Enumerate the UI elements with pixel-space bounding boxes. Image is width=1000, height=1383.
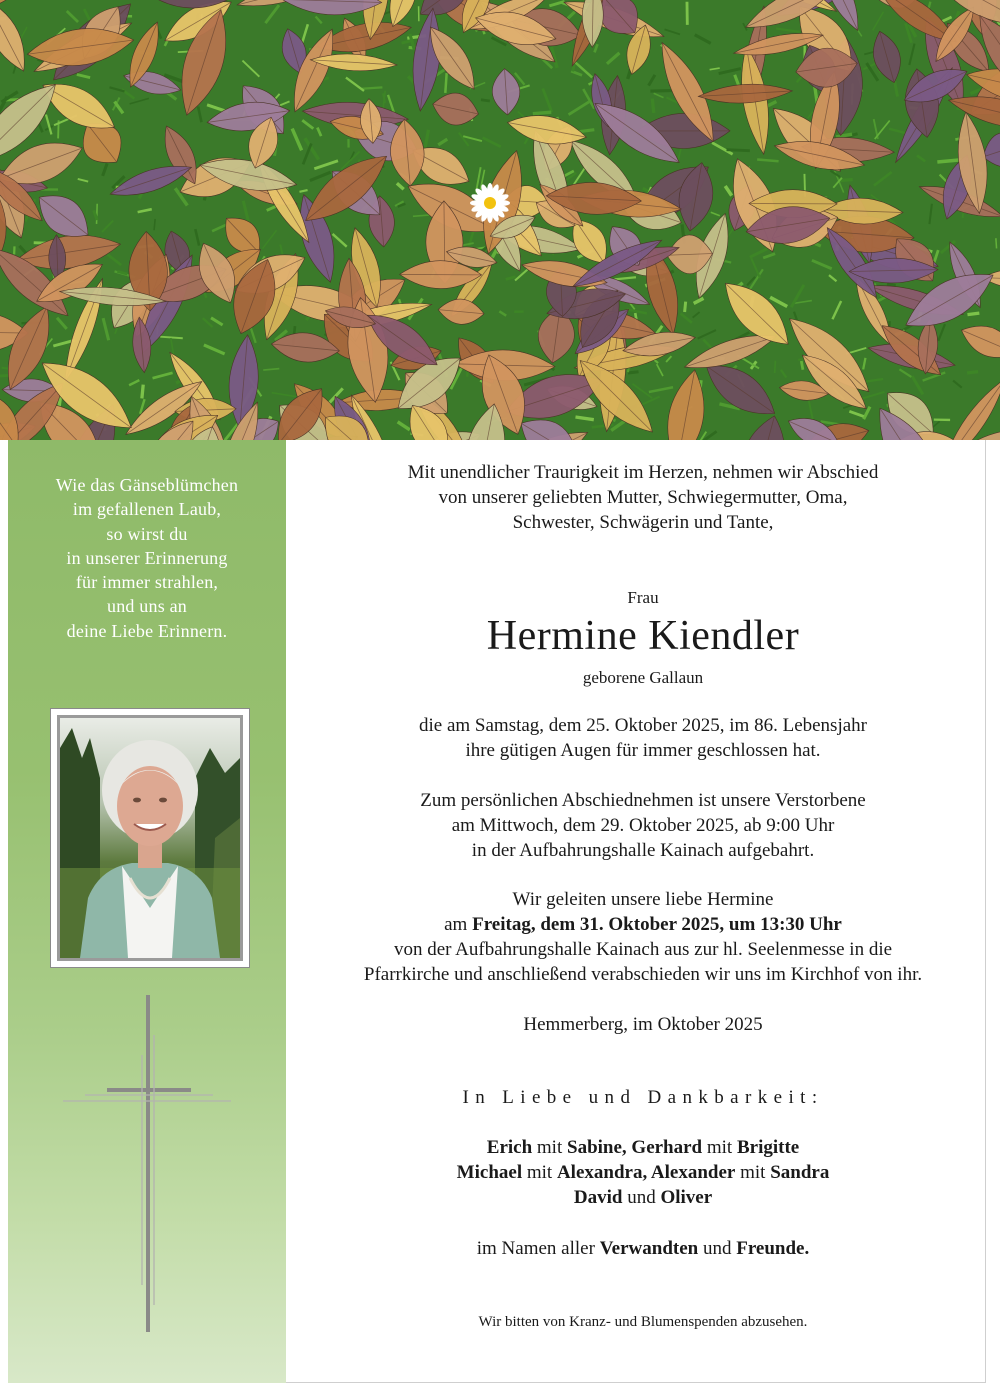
place-date: Hemmerberg, im Oktober 2025 (523, 1014, 763, 1035)
birth-name: geborene Gallaun (582, 668, 704, 687)
relatives-bold-1: Verwandten (599, 1238, 699, 1259)
family-connector: und (622, 1187, 661, 1208)
family-row-2 (286, 1160, 1000, 1185)
relatives-bold-2: Freunde. (736, 1238, 810, 1259)
donation-request: Wir bitten von Kranz- und Blumenspenden abzusehen. (478, 1314, 808, 1330)
family-connector: mit (702, 1137, 737, 1158)
family-row-1 (286, 1135, 1000, 1160)
funeral-line-1: Wir geleiten unsere liebe Hermine (512, 889, 774, 910)
family-connector: mit (522, 1162, 557, 1183)
funeral-date-prefix: am (444, 914, 473, 935)
funeral-line-4: Pfarrkirche und anschließend verabschieden wir uns im Kirchhof von ihr. (363, 964, 923, 985)
death-notice: die am Samstag, dem 25. Oktober 2025, im 86. Lebensjahr ihre gütigen Augen für immer geschlossen hat. (419, 715, 867, 761)
sidebar (8, 440, 286, 1383)
family-name: Sabine, Gerhard (567, 1137, 703, 1158)
family-name: Oliver (660, 1187, 713, 1208)
obituary-text (286, 440, 1000, 1383)
family-name: David (573, 1187, 623, 1208)
viewing-notice: Zum persönlichen Abschiednehmen ist unsere Verstorbene am Mittwoch, dem 29. Oktober 2025, ab 9:00 Uhr in der Aufbahrungshalle Kainach aufgebahrt. (420, 790, 866, 861)
family-name: Brigitte (736, 1137, 800, 1158)
family-row-3 (286, 1185, 1000, 1210)
relatives-line (286, 1236, 1000, 1261)
memorial-poem: Wie das Gänseblümchen im gefallenen Laub, so wirst du in unserer Erinnerung für immer strahlen, und uns an deine Liebe Erinnern. (55, 475, 239, 641)
family-name: Sandra (770, 1162, 830, 1183)
cross-icon (63, 995, 233, 1335)
relatives-prefix: im Namen aller (476, 1238, 600, 1259)
family-names (286, 1135, 1000, 1210)
deceased-name: Hermine Kiendler (486, 613, 800, 659)
love-line: In Liebe und Dankbarkeit: (462, 1087, 824, 1108)
family-name: Alexandra, Alexander (556, 1162, 736, 1183)
funeral-line-3: von der Aufbahrungshalle Kainach aus zur hl. Seelenmesse in die (393, 939, 893, 960)
funeral-line-2 (286, 912, 1000, 937)
header-photo-autumn-leaves (0, 0, 1000, 440)
portrait-photo (57, 715, 243, 961)
relatives-middle: und (698, 1238, 737, 1259)
funeral-notice (286, 887, 1000, 987)
family-name: Michael (456, 1162, 523, 1183)
family-connector: mit (735, 1162, 771, 1183)
family-name: Erich (486, 1137, 533, 1158)
family-connector: mit (532, 1137, 567, 1158)
salutation: Frau (627, 588, 659, 607)
daisy-flower (470, 183, 510, 223)
portrait-frame (50, 708, 250, 968)
funeral-date: Freitag, dem 31. Oktober 2025, um 13:30 Uhr (472, 914, 842, 935)
intro-text: Mit unendlicher Traurigkeit im Herzen, nehmen wir Abschied von unserer geliebten Mutter, Schwiegermutter, Oma, Schwester, Schwägerin und Tante, (407, 462, 879, 533)
